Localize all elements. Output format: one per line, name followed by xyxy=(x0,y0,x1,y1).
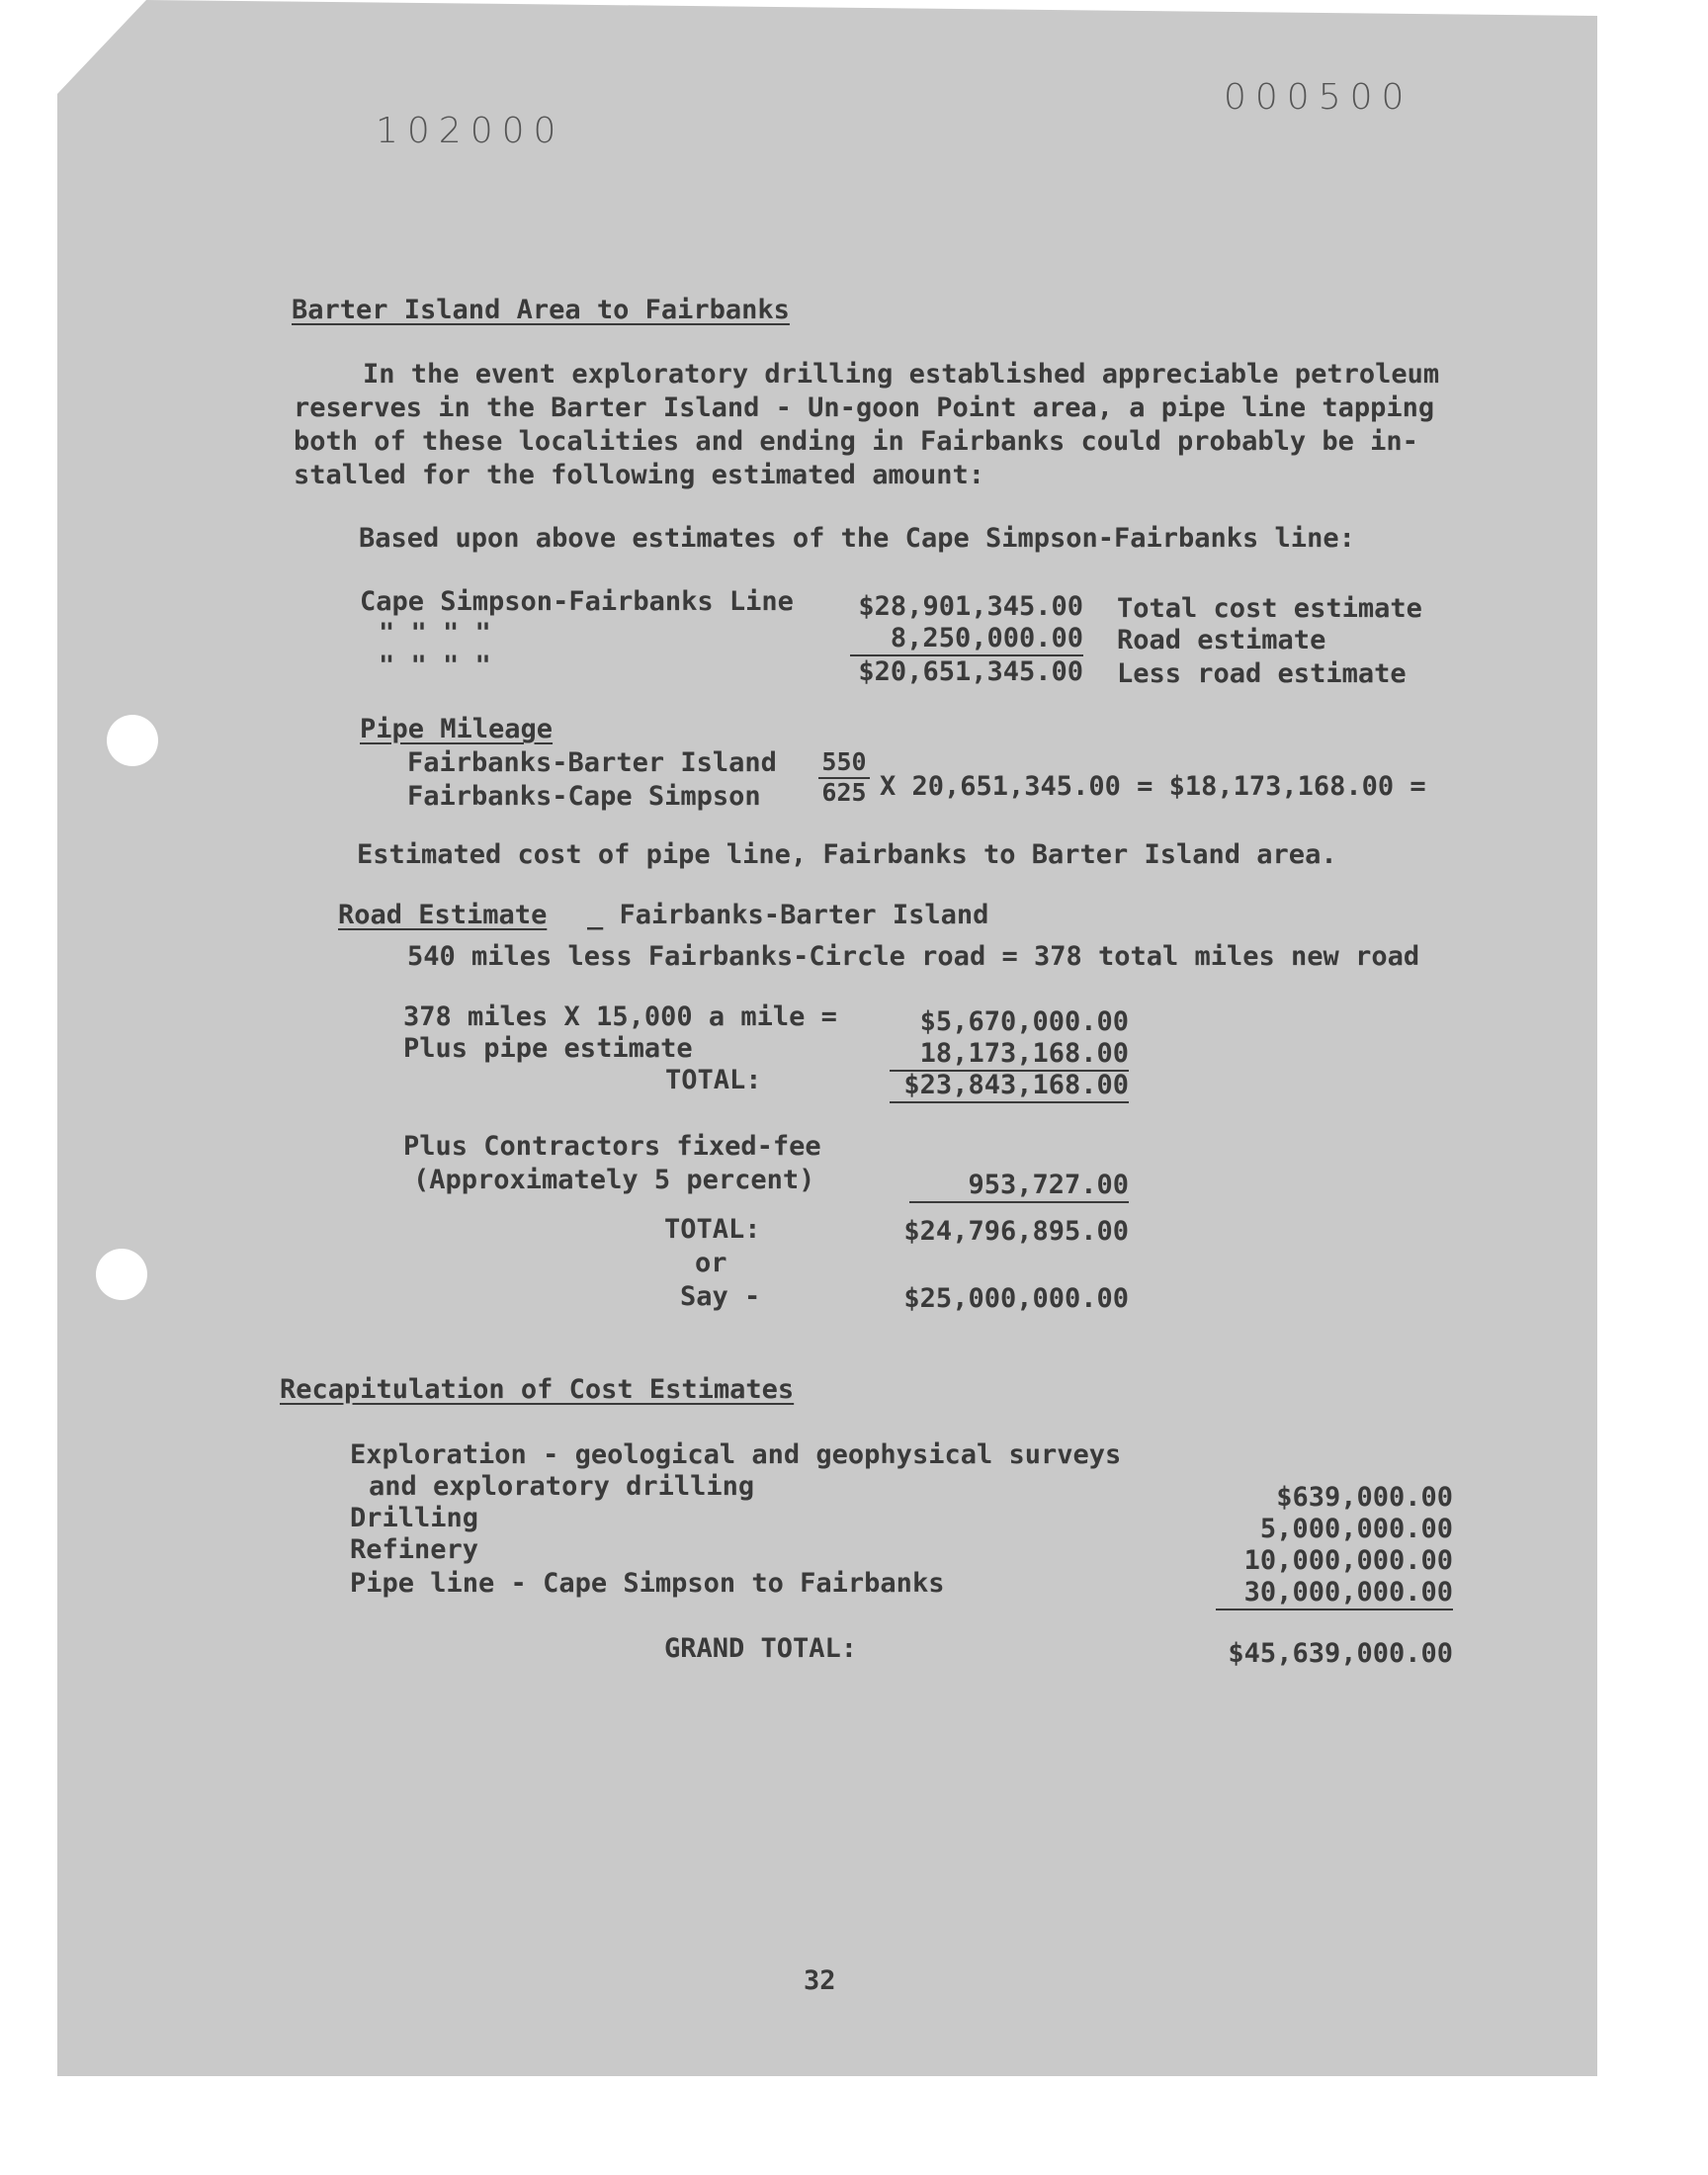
stamp-number-left: 102000 xyxy=(376,111,565,151)
grand-road-total-label: TOTAL: xyxy=(664,1214,761,1245)
road-calc-label: 378 miles X 15,000 a mile = xyxy=(403,1001,837,1032)
document-page xyxy=(57,0,1597,2076)
recap-item-3: Refinery xyxy=(350,1534,479,1565)
recap-item-2: Drilling xyxy=(350,1503,479,1533)
pipe-line-1: Fairbanks-Barter Island xyxy=(407,747,777,778)
recap-item-3-value: 10,000,000.00 xyxy=(1243,1545,1453,1576)
recap-heading: Recapitulation of Cost Estimates xyxy=(280,1374,795,1405)
intro-line-3: both of these localities and ending in Fairbanks could probably be in- xyxy=(294,426,1418,457)
or-text: or xyxy=(695,1248,727,1278)
page-number: 32 xyxy=(804,1965,836,1996)
pipe-heading: Pipe Mileage xyxy=(360,714,554,744)
fee-value: 953,727.00 xyxy=(909,1170,1129,1203)
recap-item-4-value: 30,000,000.00 xyxy=(1216,1577,1453,1610)
pipe-line-2: Fairbanks-Cape Simpson xyxy=(407,781,761,812)
cape-row-2-label: " " " " xyxy=(379,618,491,649)
grand-total-value: $45,639,000.00 xyxy=(1228,1638,1453,1669)
intro-line-2: reserves in the Barter Island - Un-goon Point area, a pipe line tapping xyxy=(294,392,1435,423)
cape-row-3-label: " " " " xyxy=(379,651,491,681)
road-heading: Road Estimate xyxy=(338,900,548,930)
recap-item-1-line-2: and exploratory drilling xyxy=(369,1471,755,1502)
grand-total-label: GRAND TOTAL: xyxy=(664,1633,858,1664)
fee-label-1: Plus Contractors fixed-fee xyxy=(403,1131,821,1162)
fee-label-2: (Approximately 5 percent) xyxy=(413,1165,815,1195)
road-total-label: TOTAL: xyxy=(665,1065,762,1095)
stamp-number-right: 000500 xyxy=(1224,77,1413,118)
cape-row-3-amount: $20,651,345.00 xyxy=(858,656,1083,687)
cape-row-3-desc: Less road estimate xyxy=(1117,658,1407,689)
road-total-value: $23,843,168.00 xyxy=(890,1070,1129,1103)
cape-row-2-desc: Road estimate xyxy=(1117,625,1326,655)
intro-line-4: stalled for the following estimated amount: xyxy=(294,460,984,490)
cape-row-1-amount: $28,901,345.00 xyxy=(858,591,1083,622)
road-miles-line: 540 miles less Fairbanks-Circle road = 378 total miles new road xyxy=(407,941,1420,972)
section-heading: Barter Island Area to Fairbanks xyxy=(292,295,790,325)
recap-item-1-value: $639,000.00 xyxy=(1276,1482,1453,1513)
road-plus-value: 18,173,168.00 xyxy=(890,1038,1129,1072)
intro-line-1: In the event exploratory drilling established appreciable petroleum xyxy=(363,359,1440,390)
cape-row-1-desc: Total cost estimate xyxy=(1117,593,1422,624)
grand-road-total-value: $24,796,895.00 xyxy=(903,1216,1129,1247)
based-text: Based upon above estimates of the Cape Simpson-Fairbanks line: xyxy=(359,523,1355,554)
punch-hole-bottom xyxy=(96,1249,147,1300)
say-label: Say - xyxy=(680,1281,761,1312)
cape-row-2-amount: 8,250,000.00 xyxy=(850,623,1083,656)
pipe-fraction-denominator: 625 xyxy=(818,777,870,807)
cape-row-1-label: Cape Simpson-Fairbanks Line xyxy=(360,586,794,617)
punch-hole-top xyxy=(107,715,158,766)
pipe-calc: X 20,651,345.00 = $18,173,168.00 = xyxy=(880,771,1426,802)
road-heading-suffix: _ Fairbanks-Barter Island xyxy=(587,900,989,930)
road-calc-value: $5,670,000.00 xyxy=(919,1006,1129,1037)
recap-item-4: Pipe line - Cape Simpson to Fairbanks xyxy=(350,1568,945,1599)
pipe-fraction-numerator: 550 xyxy=(821,747,867,776)
pipe-estimated-text: Estimated cost of pipe line, Fairbanks to Barter Island area. xyxy=(357,839,1337,870)
say-value: $25,000,000.00 xyxy=(903,1283,1129,1314)
road-plus-label: Plus pipe estimate xyxy=(403,1033,693,1064)
recap-item-2-value: 5,000,000.00 xyxy=(1259,1514,1453,1544)
recap-item-1-line-1: Exploration - geological and geophysical surveys xyxy=(350,1439,1122,1470)
